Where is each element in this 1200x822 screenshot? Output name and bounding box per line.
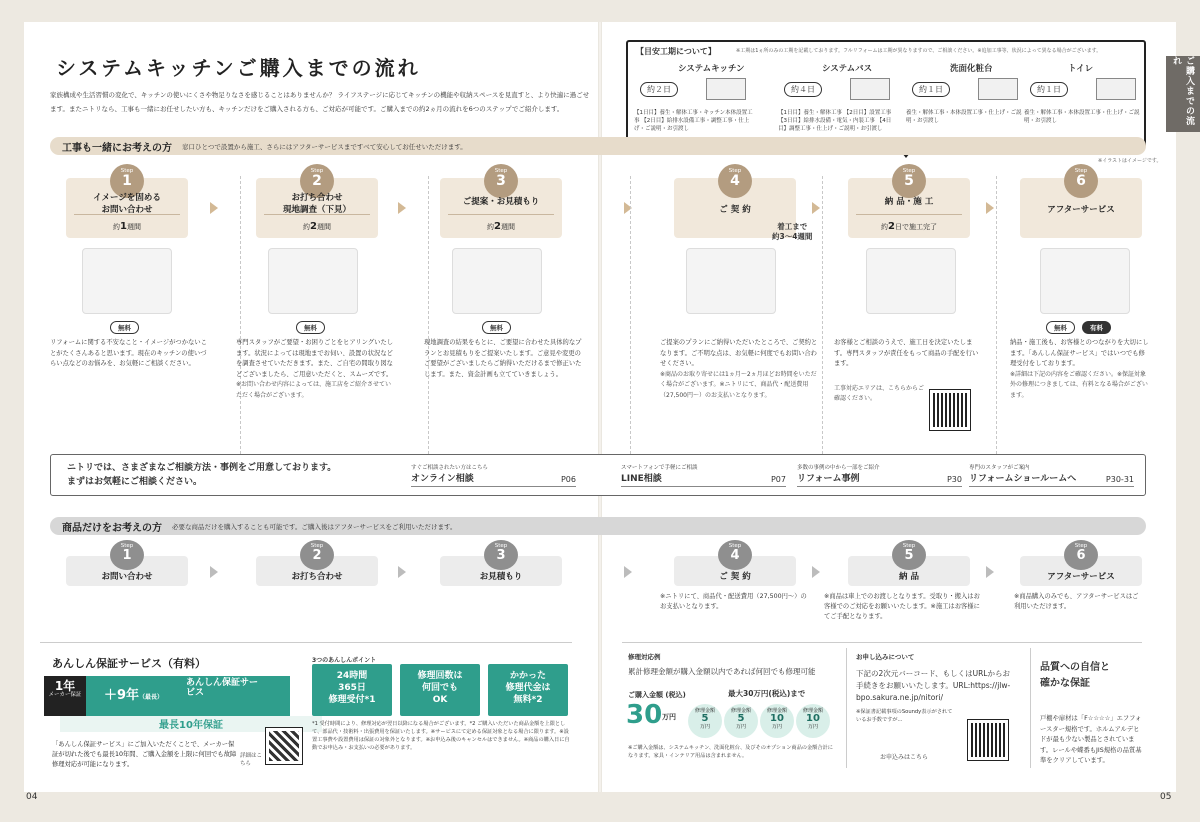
schedule-item xyxy=(634,62,754,133)
side-tab[interactable]: ご購入までの流れ xyxy=(1166,56,1200,132)
kitchen-illustration xyxy=(706,78,746,100)
step-card xyxy=(848,168,970,238)
schedule-item-name: 洗面化粧台 xyxy=(950,64,993,74)
apply-qr-code[interactable] xyxy=(968,720,1008,760)
step-description xyxy=(236,338,394,401)
step-number: 1 xyxy=(122,173,132,189)
step-number-badge xyxy=(718,164,752,198)
step-label: イメージを固める お問い合わせ xyxy=(93,193,161,215)
apply-title: お申し込みについて xyxy=(856,653,915,661)
step-note: ※商品のお取り寄せには1ヵ月〜2ヵ月ほどお時間をいただく場合がございます。※ニトリにて、商品代・配送費用（27,500円〜）のお支払いとなります。 xyxy=(660,370,817,399)
illustration-note: ※イラストはイメージです。 xyxy=(1098,158,1162,164)
step-card xyxy=(66,168,188,238)
step-word: Step xyxy=(728,168,742,174)
bubble-top: 修理金額 xyxy=(730,708,751,714)
bubble-unit: 万円 xyxy=(807,724,818,730)
step-duration xyxy=(74,214,180,232)
step-description-text: リフォームに関する不安なこと・イメージがつかないことがたくさんあると思います。現在のキッチンの使いづらい点などのお悩みを、お気軽にご相談ください。 xyxy=(50,339,207,367)
step-number: 5 xyxy=(904,548,914,563)
repair-notes: ※ご購入金額は、システムキッチン、洗面化粧台、及びそのオプション商品の金額合計になります。家具・インテリア用品は含まれません。 xyxy=(628,745,833,759)
band-subtitle: 必要な商品だけを購入することも可能です。ご購入後はアフターサービスをご利用いただけます。 xyxy=(172,522,457,531)
schedule-item-detail: 【1日目】養生・解体工事・キッチン本体設置工事 【2日目】給排水設備工事・調整工事・仕上げ・ご説明・お引渡し xyxy=(634,110,753,132)
duration-number: 2 xyxy=(494,221,501,232)
step-label: アフターサービス xyxy=(1047,572,1115,582)
consult-link-caption: 専門のスタッフがご案内 xyxy=(969,465,1030,471)
consult-link-label: リフォーム事例 xyxy=(797,471,962,487)
handshake-illustration xyxy=(686,248,776,314)
duration-number: 1 xyxy=(120,221,127,232)
schedule-item xyxy=(906,62,1026,125)
step-number-badge xyxy=(1064,540,1098,570)
step-number: 4 xyxy=(730,548,740,563)
bubble-number: 10 xyxy=(806,713,820,724)
step-description-text: 現地調査の結果をもとに、ご要望に合わせた具体的なプランとお見積もりをご提案いたします。ご意見や変更のご要望がございましたらご納得いただけるまで修正いたします。また、資金計画も立てていきましょう。 xyxy=(424,339,582,378)
vanity-illustration xyxy=(978,78,1018,100)
step-card xyxy=(440,543,562,586)
duration-suffix: 週間 xyxy=(316,223,331,231)
arrow-right-icon xyxy=(210,202,218,214)
consult-link-page: P30-31 xyxy=(1105,475,1134,484)
divider xyxy=(428,176,429,454)
step-description xyxy=(50,338,208,370)
duration-prefix: 約 xyxy=(881,223,889,231)
consult-link-label: オンライン相談 xyxy=(411,471,576,487)
arrow-right-icon xyxy=(812,566,820,578)
free-tag: 無料 xyxy=(110,321,139,334)
consultation-bar xyxy=(50,454,1146,496)
page-number-left: 04 xyxy=(26,792,38,802)
step-word: Step xyxy=(310,543,324,549)
quality-text: 戸棚や扉材は「F☆☆☆☆」エフフォースター規格です。ホルムアルデヒドが最も少ない製品とされています。レールや蝶番もJIS規格の品質基準をクリアしています。 xyxy=(1040,715,1142,764)
step-description xyxy=(424,338,582,380)
consultation-title: ニトリでは、さまざまなご相談方法・事例をご用意しております。 まずはお気軽にご相談ください。 xyxy=(67,463,337,487)
step-description-text: 納品・施工後も、お客様とのつながりを大切にします。「あんしん保証サービス」ではいつでも修理受付をしております。 xyxy=(1010,339,1149,367)
step-word: Step xyxy=(902,543,916,549)
consult-link-caption: スマートフォンで手軽にご相談 xyxy=(621,465,698,471)
step-number-badge xyxy=(1064,164,1098,198)
points-notes: *1 受付時間により、修理対応が翌日以降になる場合がございます。*2 ご購入いただいた商品金額を上限として、部品代・技術料・出張費用を保証いたします。※サービスにて定める保証対象となる場合に限ります。※設置工事費や設置費用は保証の対象外となります。※お申込み後のキャンセルはできません。※商品の購入日に自動でお申込み・お支払いの必要があります。 xyxy=(312,721,570,751)
step-word: Step xyxy=(494,168,508,174)
bubble-unit: 万円 xyxy=(771,724,782,730)
step-label: ご提案・お見積もり xyxy=(462,197,540,207)
step-number: 3 xyxy=(496,548,506,563)
step-word: Step xyxy=(494,543,508,549)
duration-suffix: 日で施工完了 xyxy=(894,223,937,231)
step-description xyxy=(1010,338,1150,401)
schedule-item-detail: 養生・解体工事・本体設置工事・仕上げ・ご説明・お引渡し xyxy=(906,110,1022,124)
repair-bubble xyxy=(796,704,830,738)
step-description: ※商品は車上でのお渡しとなります。受取り・搬入はお客様でのご対応をお願いいたします。※施工はお客様にてご手配となります。 xyxy=(824,593,980,620)
free-tag: 無料 xyxy=(1046,321,1075,334)
step-duration xyxy=(856,214,962,232)
bubble-top: 修理金額 xyxy=(694,708,715,714)
bubble-number: 10 xyxy=(770,713,784,724)
warranty-qr-code[interactable] xyxy=(266,728,302,764)
step-number-badge xyxy=(110,540,144,570)
plus-nine-years: ＋9年 xyxy=(104,688,140,703)
consult-link-page: P07 xyxy=(770,475,786,484)
duration-suffix: 週間 xyxy=(126,223,141,231)
divider xyxy=(630,176,631,454)
step-number-badge xyxy=(300,540,334,570)
step-description-text: ご提案のプランにご納得いただいたところで、ご契約となります。ご不明な点は、お気軽に何度でもお問い合わせください。 xyxy=(660,339,818,367)
duration-number: 2 xyxy=(310,221,317,232)
step-number: 4 xyxy=(730,173,740,189)
maker-warranty-text: メーカー保証 xyxy=(48,692,82,698)
schedule-item-days: 約２日 xyxy=(640,82,678,97)
max-amount-label: 最大30万円(税込)まで xyxy=(728,689,806,698)
schedule-item-days: 約１日 xyxy=(1030,82,1068,97)
bubble-top: 修理金額 xyxy=(766,708,787,714)
bubble-top: 修理金額 xyxy=(802,708,823,714)
duration-prefix: 約 xyxy=(487,223,495,231)
duration-prefix: 約 xyxy=(113,223,121,231)
step-description-text: 専門スタッフがご要望・お困りごとをヒアリングいたします。状況によっては現地までお伺い、設置の状況などを調査させていただきます。また、ご自宅の間取り図などございましたら、ご用意いただくと、スムーズです。 xyxy=(236,339,394,378)
divider xyxy=(40,642,572,643)
divider xyxy=(996,176,997,454)
quality-title: 品質への自信と 確かな保証 xyxy=(1040,662,1110,689)
warranty-title: あんしん保証サービス（有料） xyxy=(52,657,206,670)
point-card: 24時間 365日 修理受付*1 xyxy=(312,664,392,716)
step-number: 1 xyxy=(122,548,132,563)
step-word: Step xyxy=(120,543,134,549)
step-label: お打ち合わせ xyxy=(291,572,343,582)
schedule-item-name: トイレ xyxy=(1068,64,1094,74)
step-card xyxy=(674,543,796,586)
step-label: お打ち合わせ 現地調査（下見） xyxy=(282,193,351,215)
proposal-illustration xyxy=(452,248,542,314)
arrow-right-icon xyxy=(624,566,632,578)
step-description xyxy=(660,338,818,401)
step-card xyxy=(256,168,378,238)
step-number-badge xyxy=(892,540,926,570)
step-number: 5 xyxy=(904,173,914,189)
schedule-item-days: 約４日 xyxy=(784,82,822,97)
warranty-description: 「あんしん保証サービス」にご加入いただくことで、メーカー保証が切れた後でも最長10年間、ご購入金額を上限に何回でも故障修理対応が可能になります。 xyxy=(52,741,237,768)
step-word: Step xyxy=(1074,543,1088,549)
repair-bubble xyxy=(724,704,758,738)
step-note: ※詳細は下記の内容をご確認ください。※保証対象外の修理につきましては、有料となる場合がございます。 xyxy=(1010,370,1148,399)
consult-link-page: P06 xyxy=(560,475,576,484)
bubble-unit: 万円 xyxy=(699,724,710,730)
divider xyxy=(1030,648,1031,768)
step-number-badge xyxy=(484,540,518,570)
purchase-amount: 30 xyxy=(626,700,663,730)
support-operator-illustration xyxy=(1040,248,1130,314)
step-label: お問い合わせ xyxy=(101,572,153,582)
bubble-number: 5 xyxy=(701,713,709,724)
page-number-right: 05 xyxy=(1160,792,1172,802)
step-duration xyxy=(448,214,554,232)
step-note: ※お問い合わせ内容によっては、施工店をご紹介させていただく場合がございます。 xyxy=(236,381,392,399)
point-card: 修理回数は 何回でも OK xyxy=(400,664,480,716)
step-number: 6 xyxy=(1076,173,1086,189)
anshin-logo: あんしん保証サービス xyxy=(186,678,259,698)
consult-link-online[interactable] xyxy=(411,463,576,487)
divider xyxy=(846,648,847,768)
schedule-title: 【目安工期について】 xyxy=(636,47,716,56)
step-description: ※ニトリにて、商品代・配送費用（27,500円〜）のお支払いとなります。 xyxy=(660,593,807,610)
schedule-item xyxy=(778,62,898,133)
repair-bubble xyxy=(760,704,794,738)
divider xyxy=(240,176,241,454)
thinking-person-illustration xyxy=(82,248,172,314)
band-with-construction xyxy=(50,137,1146,155)
repair-example-subtitle: 累計修理金額が購入金額以内であれば何回でも修理可能 xyxy=(628,667,816,676)
step-card xyxy=(256,543,378,586)
free-tag: 無料 xyxy=(296,321,325,334)
step-word: Step xyxy=(728,543,742,549)
one-year-text: 1年 xyxy=(54,679,76,693)
area-check-note: 工事対応エリアは、こちらからご確認ください。 xyxy=(834,384,925,402)
consult-link-page: P30 xyxy=(946,475,962,484)
points-title: 3つのあんしんポイント xyxy=(312,657,377,664)
step-word: Step xyxy=(310,168,324,174)
extended-warranty xyxy=(104,684,163,703)
schedule-item xyxy=(1024,62,1144,125)
step-number: 6 xyxy=(1076,548,1086,563)
apply-text: 下記の2次元バーコード、もしくはURLからお手続きをお願いいたします。URL:https://jlw-bpo.sakura.ne.jp/nitori/ xyxy=(856,669,1011,702)
bubble-number: 5 xyxy=(737,713,745,724)
step-number: 2 xyxy=(312,173,322,189)
step-label: 納 品 xyxy=(899,572,919,582)
step-card xyxy=(848,543,970,586)
step-number-badge xyxy=(892,164,926,198)
purchase-amount-label: ご購入金額 (税込) xyxy=(628,691,686,699)
schedule-item-name: システムキッチン xyxy=(678,64,745,74)
step-number: 3 xyxy=(496,173,506,189)
repair-bubble xyxy=(688,704,722,738)
intro-text: 家族構成や生活習慣の変化で、キッチンの使いにくさや物足りなさを感じることはありませんか？ ライフステージに応じてキッチンの機能や収納スペースを見直すと、より快適に過ごせます。またニトリなら、工事も一緒にお任せしたい方も、キッチンだけをご購入される方も、ご対応が可能です。ご購入までの約2ヵ月の流れを6つのステップでご紹介します。 xyxy=(50,91,590,113)
step-duration xyxy=(264,214,370,232)
arrow-right-icon xyxy=(986,202,994,214)
step-label: アフターサービス xyxy=(1047,205,1115,215)
toilet-illustration xyxy=(1096,78,1136,100)
band-products-only xyxy=(50,517,1146,535)
schedule-item-days: 約１日 xyxy=(912,82,950,97)
warranty-detail-link[interactable]: 詳細はこちら xyxy=(240,753,263,767)
free-tag: 無料 xyxy=(482,321,511,334)
point-card: かかった 修理代金は 無料*2 xyxy=(488,664,568,716)
schedule-box xyxy=(626,40,1146,148)
consult-link-caption: すぐご相談されたい方はこちら xyxy=(411,465,489,471)
arrow-right-icon xyxy=(398,202,406,214)
arrow-right-icon xyxy=(812,202,820,214)
paid-tag: 有料 xyxy=(1082,321,1111,334)
consult-link-cases[interactable] xyxy=(797,463,962,487)
arrow-right-icon xyxy=(986,566,994,578)
purchase-amount-unit: 万円 xyxy=(662,713,676,721)
area-qr-code[interactable] xyxy=(930,390,970,430)
consult-link-showroom[interactable] xyxy=(969,463,1134,487)
arrow-right-icon xyxy=(210,566,218,578)
consult-link-caption: 多数の事例の中から一部をご紹介 xyxy=(797,465,880,471)
step-word: Step xyxy=(1074,168,1088,174)
step-card xyxy=(1020,543,1142,586)
consultation-illustration xyxy=(268,248,358,314)
consult-link-line[interactable] xyxy=(621,463,786,487)
page-title: システムキッチンご購入までの流れ xyxy=(56,56,421,80)
installation-illustration xyxy=(866,248,956,314)
step-card xyxy=(440,168,562,238)
step-description-text: お客様とご相談のうえで、施工日を決定いたします。専門スタッフが責任をもって商品の手配を行います。 xyxy=(834,339,979,367)
divider xyxy=(822,176,823,454)
bubble-unit: 万円 xyxy=(735,724,746,730)
arrow-right-icon xyxy=(398,566,406,578)
step-word: Step xyxy=(902,168,916,174)
step-number-badge xyxy=(718,540,752,570)
step-card xyxy=(66,543,188,586)
step-label: ご 契 約 xyxy=(719,572,751,582)
step-number: 2 xyxy=(312,548,322,563)
consult-link-label: リフォームショールームへ xyxy=(969,471,1134,487)
repair-example-title: 修理対応例 xyxy=(628,653,661,661)
band-title: 商品だけをお考えの方 xyxy=(62,522,162,534)
bath-illustration xyxy=(850,78,890,100)
step-card xyxy=(1020,168,1142,238)
schedule-item-detail: 養生・解体工事・本体設置工事・仕上げ・ご説明・お引渡し xyxy=(1024,110,1140,124)
step-word: Step xyxy=(120,168,134,174)
consult-link-label: LINE相談 xyxy=(621,471,786,487)
schedule-item-name: システムバス xyxy=(822,64,873,74)
schedule-item-detail: 【1日目】養生・解体工事 【2日目】設置工事 【3日目】給排水設備・電気・内装工事 【4日目】調整工事・仕上げ・ご説明・お引渡し xyxy=(778,110,892,132)
step-label: 納 品・施 工 xyxy=(884,197,934,207)
step-description: ※商品購入のみでも、アフターサービスはご利用いただけます。 xyxy=(1014,593,1139,610)
maker-warranty-badge xyxy=(44,676,86,716)
band-subtitle: 窓口ひとつで設置から施工、さらにはアフターサービスまですべて安心してお任せいただけます。 xyxy=(182,142,467,151)
band-title: 工事も一緒にお考えの方 xyxy=(62,142,172,154)
duration-suffix: 週間 xyxy=(500,223,515,231)
step-label: お見積もり xyxy=(479,572,523,582)
lead-time-note: 着工まで 約3〜4週間 xyxy=(772,222,813,241)
divider xyxy=(622,642,1142,643)
max-warranty-banner: 最長10年保証 xyxy=(60,716,322,732)
duration-number: 2 xyxy=(888,221,895,232)
max-label: （最長） xyxy=(139,694,164,701)
apply-note: ※保証書記載事項のSoundy表示がされているお手数ですが... xyxy=(856,709,953,723)
apply-link[interactable]: お申込みはこちら xyxy=(880,754,929,761)
step-number-badge xyxy=(484,164,518,198)
schedule-note: ※工期は1ヵ所のみの工期を記載しております。フルリフォームは工期が異なりますので、ご相談ください。※追加工事等、状況によって異なる場合がございます。 xyxy=(736,48,1102,54)
duration-prefix: 約 xyxy=(303,223,311,231)
step-label: ご 契 約 xyxy=(719,205,751,215)
repair-bubbles xyxy=(688,704,832,742)
